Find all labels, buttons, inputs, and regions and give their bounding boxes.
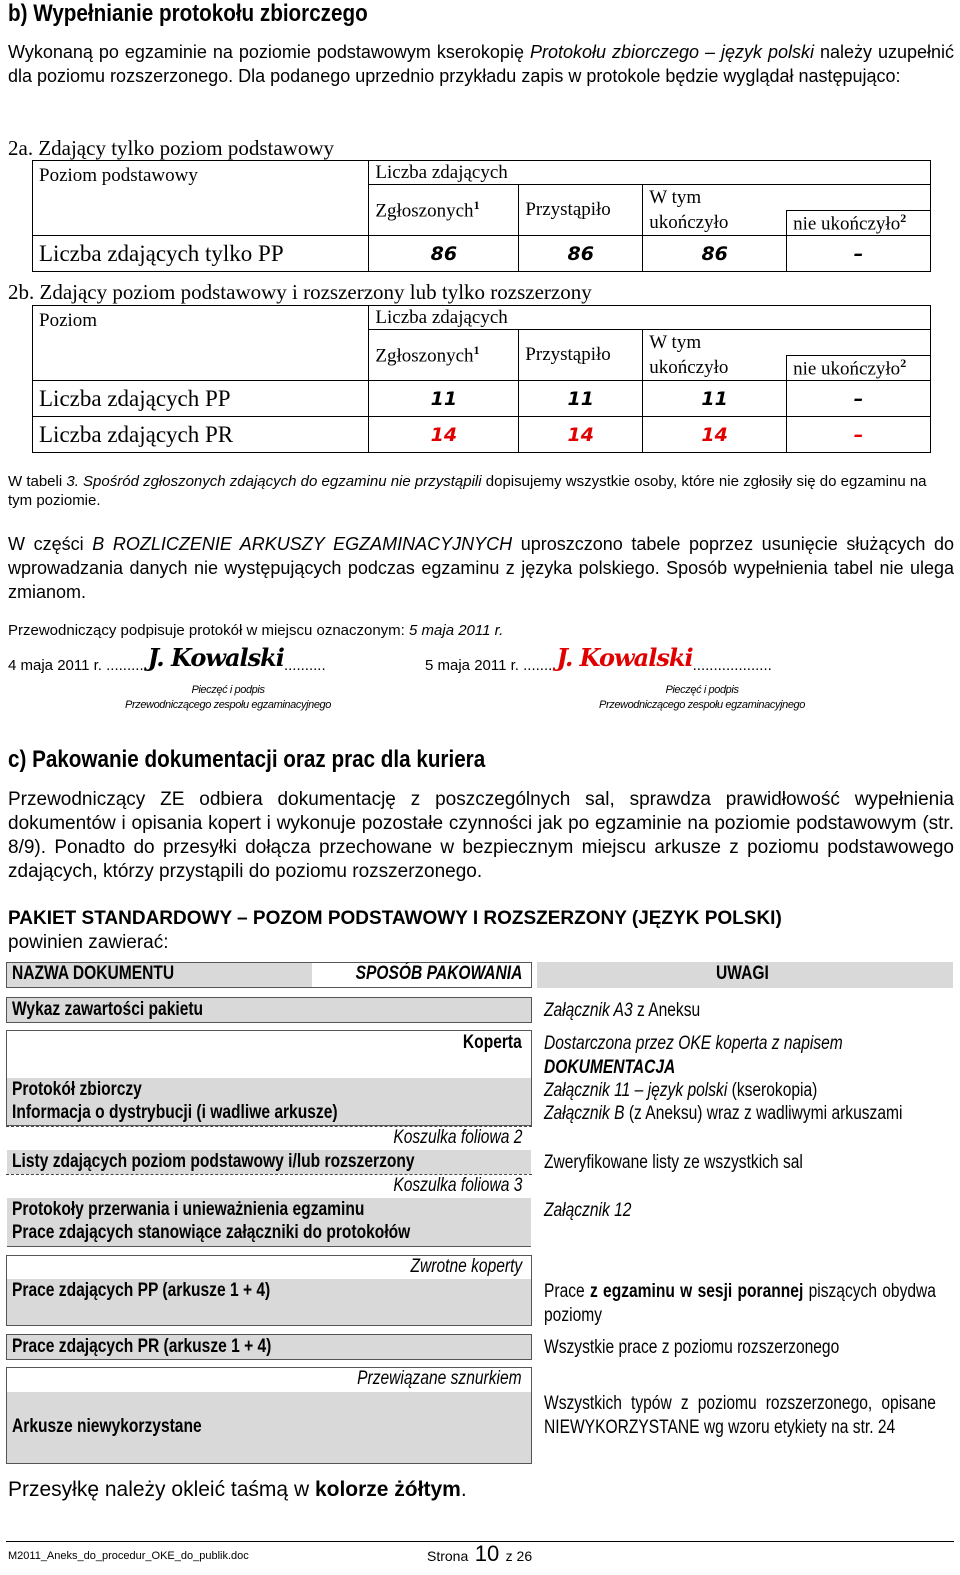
t2b-wtym: W tym [643,330,931,356]
t2a-przystapilo: Przystąpiło [519,185,643,236]
intro-em: Protokołu zbiorczego – język polski [529,42,814,62]
prace-pr-label: Prace zdających PR (arkusze 1 + 4) [12,1336,272,1357]
koszulka2-label: Koszulka foliowa 2 [392,1127,522,1148]
t2b-row1-v4: – [787,381,931,417]
signature-caption-left: Pieczęć i podpis Przewodniczącego zespołu egzaminacyjnego [125,684,331,711]
t2b-row1-label: Liczba zdających PP [33,381,369,417]
t2a-wtym: W tym [643,185,931,211]
koperta-note: Dostarczona przez OKE koperta z napisem DOKUMENTACJA [544,1033,843,1078]
przewiazane-label: Przewiązane sznurkiem [357,1368,522,1389]
section-b-intro [8,40,954,88]
pakiet-title: PAKIET STANDARDOWY – POZOM PODSTAWOWY I ROZSZERZONY (JĘZYK POLSKI) [8,908,782,929]
signature-caption-right: Pieczęć i podpis Przewodniczącego zespołu egzaminacyjnego [599,684,805,711]
hdr-sposob: SPOSÓB PAKOWANIA [355,963,522,984]
protokol-label: Protokół zbiorczy [12,1079,142,1100]
t2b-przystapilo: Przystąpiło [519,330,643,381]
part-b-paragraph: W części B ROZLICZENIE ARKUSZY EGZAMINACYJNYCH uproszczono tabele poprzez usunięcie służących do wprowadzania danych nie występujących podczas egzaminu z języka polskiego. Sposób wypełnienia tabel nie ulega zmianom. [8,534,954,602]
table-2a-caption: 2a. Zdający tylko poziom podstawowy [8,136,335,160]
hdr-uwagi: UWAGI [716,963,769,984]
protokoly-note: Załącznik 12 [544,1200,632,1221]
intro-text-2: należy uzupełnić dla poziomu rozszerzonego. Dla podanego uprzednio przykładu zapis w protokole będzie wyglądał następująco: [8,42,955,86]
footer-page: Strona 10 z 26 [427,1541,533,1566]
prace-zal-label: Prace zdających stanowiące załączniki do protokołów [12,1222,411,1243]
t2a-ukonczylo: ukończyło [643,211,787,236]
t2a-nieukonczylo: nie ukończyło$^2$ [787,211,931,236]
intro-text-1: Wykonaną po egzaminie na poziomie podstawowym kserokopię [8,42,530,62]
t2b-ukonczylo: ukończyło [643,356,787,381]
footer-file: M2011_Aneks_do_procedur_OKE_do_publik.doc [8,1550,249,1562]
prace-pr-note: Wszystkie prace z poziomu rozszerzonego [544,1337,840,1358]
section-c-paragraph: Przewodniczący ZE odbiera dokumentację z poszczególnych sal, sprawdza prawidłowość wypełnienia dokumentów i opisania kopert i wykonuje pozostałe czynności jak po egzaminie na poziomie podstawowym (str. 8/9). Ponadto do przesyłki dołącza przechowane w bezpiecznym miejscu arkusze z poziomu podstawowego zdających, którzy przystąpili do poziomu rozszerzonego. [8,789,954,882]
signature-image-right: J. Kowalski [556,643,693,672]
protokol-note: Załącznik 11 – język polski (kserokopia) [544,1080,818,1101]
t2b-col-poziom: Poziom [33,306,369,381]
table-2a [32,160,931,272]
koszulka3-label: Koszulka foliowa 3 [392,1175,522,1196]
t2a-group-header: Liczba zdających [369,161,931,185]
table-row [33,381,931,417]
zwrotne-label: Zwrotne koperty [410,1256,522,1277]
t2b-group-header: Liczba zdających [369,306,931,330]
t2b-row2-v4: – [787,417,931,453]
signature-left: 4 maja 2011 r. ..........J. Kowalski.......... [8,643,326,674]
t2b-row2-v1: 14 [369,417,519,453]
koperta-label: Koperta [463,1032,522,1053]
section-c-heading: c) Pakowanie dokumentacji oraz prac dla kuriera [8,746,486,773]
t2b-row2-label: Liczba zdających PR [33,417,369,453]
t2a-v3: 86 [643,236,787,272]
table-2b [32,305,931,453]
arkusze-label: Arkusze niewykorzystane [12,1416,202,1437]
pakiet-subtitle: powinien zawierać: [8,932,169,953]
table-row [33,417,931,453]
informacja-note: Załącznik B (z Aneksu) wraz z wadliwymi arkuszami [544,1103,903,1124]
table-2b-caption: 2b. Zdający poziom podstawowy i rozszerzony lub tylko rozszerzony [8,280,592,304]
signing-instruction: Przewodniczący podpisuje protokół w miejscu oznaczonym: 5 maja 2011 r. [8,622,504,639]
listy-note: Zweryfikowane listy ze wszystkich sal [544,1152,803,1173]
t2b-row2-v3: 14 [643,417,787,453]
protokoly-label: Protokoły przerwania i unieważnienia egzaminu [12,1199,365,1220]
t2b-row1-v1: 11 [369,381,519,417]
t2a-v2: 86 [519,236,643,272]
t2b-row1-v2: 11 [519,381,643,417]
hdr-nazwa: NAZWA DOKUMENTU [12,963,175,984]
prace-pp-label: Prace zdających PP (arkusze 1 + 4) [12,1280,271,1301]
t2b-zgloszonych: Zgłoszonych$^1$ [369,330,519,381]
signature-right: 5 maja 2011 r. ........J. Kowalski................... [425,643,772,674]
table-3-note: W tabeli 3. Spośród zgłoszonych zdających do egzaminu nie przystąpili dopisujemy wszystkie osoby, które nie zgłosiły się do egzaminu na tym poziomie. [8,473,927,509]
t2a-v4: – [787,236,931,272]
t2a-col-poziom: Poziom podstawowy [33,161,369,236]
t2a-v1: 86 [369,236,519,272]
arkusze-note: Wszystkich typów z poziomu rozszerzonego, opisane NIEWYKORZYSTANE wg wzoru etykiety na str. 24 [544,1393,936,1438]
t2b-row1-v3: 11 [643,381,787,417]
section-b-heading: b) Wypełnianie protokołu zbiorczego [8,0,368,27]
t2a-row-label: Liczba zdających tylko PP [33,236,369,272]
wykaz-note: Załącznik A3 z Aneksu [544,1000,701,1021]
prace-pp-note: Prace z egzaminu w sesji porannej piszących obydwa poziomy [544,1281,936,1326]
informacja-label: Informacja o dystrybucji (i wadliwe arkusze) [12,1102,338,1123]
wykaz-label: Wykaz zawartości pakietu [12,999,204,1020]
t2b-nieukonczylo: nie ukończyło$^2$ [787,356,931,381]
tape-instruction: Przesyłkę należy okleić taśmą w kolorze żółtym. [8,1478,467,1501]
t2b-row2-v2: 14 [519,417,643,453]
t2a-zgloszonych: Zgłoszonych$^1$ [369,185,519,236]
signature-image-left: J. Kowalski [147,643,284,672]
listy-label: Listy zdających poziom podstawowy i/lub rozszerzony [12,1151,415,1172]
